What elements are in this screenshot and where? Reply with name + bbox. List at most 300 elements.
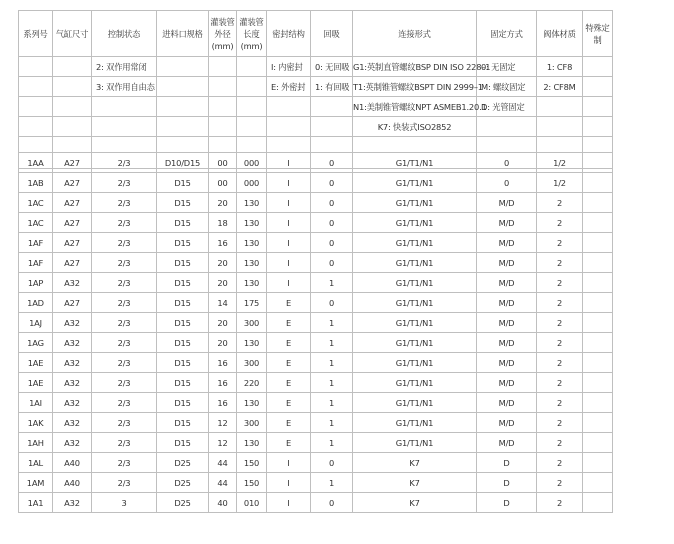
table-row [19, 433, 613, 453]
cell-material: 2 [537, 493, 583, 513]
cell-seal: I [267, 153, 311, 173]
cell-material: 2 [537, 273, 583, 293]
cell-fixing: M/D [477, 253, 537, 273]
cell-inlet: D15 [157, 213, 209, 233]
cell-fixing: M/D [477, 313, 537, 333]
legend-cell-cylinder [53, 117, 92, 137]
legend-cell-seal: E: 外密封 [267, 77, 311, 97]
spacer-cell [353, 137, 477, 153]
cell-material: 2 [537, 313, 583, 333]
cell-connection: G1/T1/N1 [353, 353, 477, 373]
cell-inlet: D15 [157, 433, 209, 453]
legend-cell-connection: K7: 快装式ISO2852 [353, 117, 477, 137]
cell-fixing: M/D [477, 293, 537, 313]
legend-cell-cylinder [53, 77, 92, 97]
cell-fixing: D [477, 493, 537, 513]
cell-inlet: D15 [157, 293, 209, 313]
cell-control: 2/3 [92, 313, 157, 333]
cell-material: 2 [537, 373, 583, 393]
cell-tube-diameter: 44 [209, 453, 237, 473]
legend-cell-control: 3: 双作用自由态 [92, 77, 157, 97]
table-row [19, 393, 613, 413]
cell-suckback: 0 [311, 253, 353, 273]
cell-connection: G1/T1/N1 [353, 333, 477, 353]
cell-tube-diameter: 16 [209, 373, 237, 393]
cell-suckback: 0 [311, 233, 353, 253]
cell-cylinder: A27 [53, 153, 92, 173]
cell-tube-diameter: 40 [209, 493, 237, 513]
cell-control: 2/3 [92, 213, 157, 233]
cell-custom [583, 453, 613, 473]
cell-tube-diameter: 44 [209, 473, 237, 493]
legend-cell-series [19, 57, 53, 77]
cell-tube-length: 175 [237, 293, 267, 313]
cell-suckback: 0 [311, 293, 353, 313]
legend-cell-tube-diameter [209, 77, 237, 97]
cell-tube-length: 300 [237, 313, 267, 333]
cell-series: 1AI [19, 393, 53, 413]
cell-tube-length: 300 [237, 413, 267, 433]
cell-seal: I [267, 473, 311, 493]
cell-series: 1AG [19, 333, 53, 353]
header-cell-suckback: 回吸 [311, 11, 353, 57]
header-cell-tube-diameter: 灌装管外径(mm) [209, 11, 237, 57]
cell-control: 2/3 [92, 353, 157, 373]
cell-control: 2/3 [92, 373, 157, 393]
cell-tube-length: 000 [237, 173, 267, 193]
cell-connection: G1/T1/N1 [353, 253, 477, 273]
cell-seal: E [267, 313, 311, 333]
cell-tube-length: 150 [237, 473, 267, 493]
cell-seal: E [267, 373, 311, 393]
cell-control: 2/3 [92, 333, 157, 353]
cell-custom [583, 393, 613, 413]
cell-suckback: 1 [311, 273, 353, 293]
cell-tube-diameter: 20 [209, 193, 237, 213]
cell-seal: I [267, 253, 311, 273]
legend-cell-control [92, 97, 157, 117]
cell-cylinder: A27 [53, 193, 92, 213]
cell-suckback: 0 [311, 153, 353, 173]
table-row [19, 233, 613, 253]
cell-series: 1AJ [19, 313, 53, 333]
cell-material: 2 [537, 433, 583, 453]
cell-series: 1AK [19, 413, 53, 433]
cell-custom [583, 233, 613, 253]
cell-series: 1AF [19, 233, 53, 253]
cell-tube-diameter: 20 [209, 253, 237, 273]
legend-cell-material: 2: CF8M [537, 77, 583, 97]
cell-fixing: M/D [477, 233, 537, 253]
legend-cell-fixing: D: 光管固定 [477, 97, 537, 117]
cell-fixing: M/D [477, 393, 537, 413]
cell-seal: E [267, 333, 311, 353]
cell-tube-diameter: 12 [209, 413, 237, 433]
legend-cell-tube-length [237, 97, 267, 117]
data-table [18, 152, 613, 513]
cell-cylinder: A27 [53, 253, 92, 273]
cell-inlet: D15 [157, 193, 209, 213]
legend-cell-cylinder [53, 57, 92, 77]
cell-control: 2/3 [92, 393, 157, 413]
cell-tube-length: 130 [237, 193, 267, 213]
cell-tube-diameter: 20 [209, 273, 237, 293]
cell-tube-length: 300 [237, 353, 267, 373]
cell-fixing: D [477, 453, 537, 473]
cell-connection: G1/T1/N1 [353, 393, 477, 413]
spacer-cell [19, 137, 53, 153]
spacer-cell [157, 137, 209, 153]
cell-series: 1AM [19, 473, 53, 493]
cell-material: 1/2 [537, 173, 583, 193]
cell-inlet: D15 [157, 353, 209, 373]
header-cell-tube-length: 灌装管长度(mm) [237, 11, 267, 57]
table-row [19, 253, 613, 273]
legend-cell-inlet [157, 77, 209, 97]
cell-tube-length: 220 [237, 373, 267, 393]
cell-inlet: D25 [157, 453, 209, 473]
legend-row [19, 117, 613, 137]
cell-seal: I [267, 273, 311, 293]
cell-fixing: 0 [477, 153, 537, 173]
cell-inlet: D15 [157, 393, 209, 413]
cell-series: 1AE [19, 373, 53, 393]
spacer-row [19, 137, 613, 153]
spacer-cell [477, 137, 537, 153]
cell-tube-diameter: 14 [209, 293, 237, 313]
cell-material: 2 [537, 353, 583, 373]
cell-tube-diameter: 16 [209, 353, 237, 373]
cell-series: 1AE [19, 353, 53, 373]
legend-cell-control [92, 117, 157, 137]
cell-inlet: D15 [157, 173, 209, 193]
cell-control: 2/3 [92, 173, 157, 193]
table-row [19, 173, 613, 193]
cell-inlet: D15 [157, 333, 209, 353]
cell-custom [583, 213, 613, 233]
legend-cell-fixing: M: 螺纹固定 [477, 77, 537, 97]
cell-series: 1AH [19, 433, 53, 453]
table-row [19, 213, 613, 233]
legend-cell-tube-diameter [209, 57, 237, 77]
cell-seal: E [267, 433, 311, 453]
cell-cylinder: A27 [53, 293, 92, 313]
table-row [19, 473, 613, 493]
cell-inlet: D15 [157, 413, 209, 433]
cell-tube-diameter: 20 [209, 313, 237, 333]
cell-cylinder: A40 [53, 473, 92, 493]
cell-material: 1/2 [537, 153, 583, 173]
legend-row [19, 97, 613, 117]
cell-tube-length: 000 [237, 153, 267, 173]
cell-inlet: D25 [157, 473, 209, 493]
cell-connection: G1/T1/N1 [353, 413, 477, 433]
cell-custom [583, 253, 613, 273]
cell-suckback: 1 [311, 433, 353, 453]
legend-cell-material [537, 97, 583, 117]
cell-seal: E [267, 293, 311, 313]
cell-fixing: M/D [477, 213, 537, 233]
cell-series: 1AP [19, 273, 53, 293]
cell-suckback: 1 [311, 373, 353, 393]
cell-material: 2 [537, 293, 583, 313]
cell-control: 2/3 [92, 433, 157, 453]
cell-inlet: D10/D15 [157, 153, 209, 173]
cell-tube-diameter: 16 [209, 233, 237, 253]
cell-tube-length: 130 [237, 273, 267, 293]
cell-custom [583, 473, 613, 493]
legend-cell-custom [583, 97, 613, 117]
cell-material: 2 [537, 193, 583, 213]
cell-fixing: M/D [477, 433, 537, 453]
legend-row [19, 57, 613, 77]
legend-cell-custom [583, 117, 613, 137]
cell-connection: G1/T1/N1 [353, 313, 477, 333]
cell-fixing: M/D [477, 413, 537, 433]
cell-suckback: 0 [311, 493, 353, 513]
table-row [19, 273, 613, 293]
cell-cylinder: A32 [53, 413, 92, 433]
legend-cell-inlet [157, 57, 209, 77]
cell-seal: I [267, 233, 311, 253]
cell-custom [583, 153, 613, 173]
cell-tube-diameter: 00 [209, 153, 237, 173]
cell-control: 2/3 [92, 233, 157, 253]
legend-cell-custom [583, 57, 613, 77]
legend-cell-tube-length [237, 57, 267, 77]
cell-material: 2 [537, 473, 583, 493]
header-cell-inlet: 进料口规格 [157, 11, 209, 57]
cell-custom [583, 333, 613, 353]
header-cell-material: 阀体材质 [537, 11, 583, 57]
cell-seal: E [267, 393, 311, 413]
table-row [19, 333, 613, 353]
spacer-cell [209, 137, 237, 153]
table-row [19, 413, 613, 433]
cell-cylinder: A40 [53, 453, 92, 473]
spacer-cell [583, 137, 613, 153]
legend-cell-tube-length [237, 117, 267, 137]
cell-inlet: D15 [157, 313, 209, 333]
cell-cylinder: A27 [53, 213, 92, 233]
cell-custom [583, 193, 613, 213]
cell-connection: G1/T1/N1 [353, 193, 477, 213]
cell-tube-length: 130 [237, 253, 267, 273]
legend-cell-seal: I: 内密封 [267, 57, 311, 77]
spacer-cell [267, 137, 311, 153]
cell-series: 1AC [19, 193, 53, 213]
legend-cell-material [537, 117, 583, 137]
cell-custom [583, 313, 613, 333]
legend-cell-connection: G1:英制直管螺纹BSP DIN ISO 228–1 [353, 57, 477, 77]
cell-seal: I [267, 173, 311, 193]
cell-series: 1AL [19, 453, 53, 473]
cell-cylinder: A32 [53, 313, 92, 333]
cell-connection: G1/T1/N1 [353, 173, 477, 193]
legend-row [19, 77, 613, 97]
cell-tube-length: 010 [237, 493, 267, 513]
cell-custom [583, 433, 613, 453]
cell-suckback: 0 [311, 213, 353, 233]
cell-series: 1AA [19, 153, 53, 173]
cell-material: 2 [537, 393, 583, 413]
legend-cell-fixing [477, 117, 537, 137]
header-row [19, 11, 613, 57]
legend-cell-seal [267, 97, 311, 117]
cell-seal: E [267, 413, 311, 433]
table-row [19, 373, 613, 393]
cell-inlet: D15 [157, 233, 209, 253]
legend-cell-suckback: 1: 有回吸 [311, 77, 353, 97]
cell-connection: G1/T1/N1 [353, 273, 477, 293]
header-cell-fixing: 固定方式 [477, 11, 537, 57]
cell-cylinder: A32 [53, 353, 92, 373]
legend-cell-control: 2: 双作用常闭 [92, 57, 157, 77]
cell-cylinder: A32 [53, 433, 92, 453]
cell-connection: K7 [353, 453, 477, 473]
cell-cylinder: A32 [53, 273, 92, 293]
cell-fixing: M/D [477, 333, 537, 353]
legend-cell-series [19, 117, 53, 137]
cell-custom [583, 353, 613, 373]
cell-custom [583, 373, 613, 393]
cell-suckback: 1 [311, 313, 353, 333]
legend-cell-series [19, 97, 53, 117]
spacer-cell [237, 137, 267, 153]
cell-control: 3 [92, 493, 157, 513]
cell-control: 2/3 [92, 273, 157, 293]
cell-connection: K7 [353, 493, 477, 513]
cell-series: 1AB [19, 173, 53, 193]
header-cell-cylinder: 气缸尺寸 [53, 11, 92, 57]
cell-inlet: D15 [157, 373, 209, 393]
table-row [19, 293, 613, 313]
cell-connection: G1/T1/N1 [353, 213, 477, 233]
cell-fixing: D [477, 473, 537, 493]
cell-series: 1A1 [19, 493, 53, 513]
cell-cylinder: A32 [53, 333, 92, 353]
header-cell-control: 控制状态 [92, 11, 157, 57]
cell-tube-length: 130 [237, 433, 267, 453]
spacer-cell [53, 137, 92, 153]
legend-cell-seal [267, 117, 311, 137]
cell-inlet: D15 [157, 253, 209, 273]
cell-control: 2/3 [92, 253, 157, 273]
cell-tube-length: 130 [237, 333, 267, 353]
cell-inlet: D25 [157, 493, 209, 513]
legend-cell-cylinder [53, 97, 92, 117]
cell-connection: G1/T1/N1 [353, 433, 477, 453]
cell-control: 2/3 [92, 153, 157, 173]
legend-cell-suckback [311, 97, 353, 117]
table-row [19, 313, 613, 333]
cell-suckback: 1 [311, 473, 353, 493]
legend-cell-tube-length [237, 77, 267, 97]
cell-material: 2 [537, 333, 583, 353]
legend-cell-inlet [157, 97, 209, 117]
cell-tube-diameter: 12 [209, 433, 237, 453]
legend-cell-tube-diameter [209, 97, 237, 117]
cell-seal: I [267, 213, 311, 233]
cell-connection: G1/T1/N1 [353, 233, 477, 253]
cell-suckback: 1 [311, 413, 353, 433]
cell-fixing: M/D [477, 193, 537, 213]
cell-connection: G1/T1/N1 [353, 373, 477, 393]
legend-cell-material: 1: CF8 [537, 57, 583, 77]
cell-series: 1AD [19, 293, 53, 313]
cell-cylinder: A32 [53, 373, 92, 393]
cell-suckback: 1 [311, 393, 353, 413]
cell-fixing: M/D [477, 273, 537, 293]
cell-connection: G1/T1/N1 [353, 293, 477, 313]
cell-inlet: D15 [157, 273, 209, 293]
cell-cylinder: A32 [53, 493, 92, 513]
cell-cylinder: A27 [53, 173, 92, 193]
cell-cylinder: A27 [53, 233, 92, 253]
cell-cylinder: A32 [53, 393, 92, 413]
legend-cell-custom [583, 77, 613, 97]
legend-cell-tube-diameter [209, 117, 237, 137]
table-row [19, 353, 613, 373]
cell-seal: E [267, 353, 311, 373]
cell-suckback: 0 [311, 453, 353, 473]
cell-seal: I [267, 193, 311, 213]
cell-tube-diameter: 16 [209, 393, 237, 413]
legend-cell-suckback: 0: 无回吸 [311, 57, 353, 77]
cell-material: 2 [537, 453, 583, 473]
header-cell-series: 系列号 [19, 11, 53, 57]
cell-suckback: 1 [311, 333, 353, 353]
cell-tube-length: 130 [237, 233, 267, 253]
cell-control: 2/3 [92, 413, 157, 433]
legend-cell-connection: N1:美制锥管螺纹NPT ASMEB1.20.1 [353, 97, 477, 117]
cell-material: 2 [537, 253, 583, 273]
cell-seal: I [267, 453, 311, 473]
cell-material: 2 [537, 413, 583, 433]
cell-custom [583, 173, 613, 193]
cell-control: 2/3 [92, 473, 157, 493]
cell-material: 2 [537, 213, 583, 233]
cell-suckback: 1 [311, 353, 353, 373]
cell-material: 2 [537, 233, 583, 253]
cell-custom [583, 413, 613, 433]
spacer-cell [92, 137, 157, 153]
legend-cell-connection: T1:英制锥管螺纹BSPT DIN 2999–1 [353, 77, 477, 97]
cell-tube-diameter: 00 [209, 173, 237, 193]
spacer-cell [537, 137, 583, 153]
cell-custom [583, 293, 613, 313]
cell-suckback: 0 [311, 173, 353, 193]
cell-tube-length: 130 [237, 393, 267, 413]
cell-tube-length: 150 [237, 453, 267, 473]
cell-fixing: 0 [477, 173, 537, 193]
cell-custom [583, 273, 613, 293]
cell-control: 2/3 [92, 293, 157, 313]
cell-control: 2/3 [92, 193, 157, 213]
cell-custom [583, 493, 613, 513]
cell-fixing: M/D [477, 353, 537, 373]
cell-fixing: M/D [477, 373, 537, 393]
table-row [19, 193, 613, 213]
legend-cell-series [19, 77, 53, 97]
table-row [19, 453, 613, 473]
cell-tube-length: 130 [237, 213, 267, 233]
cell-tube-diameter: 18 [209, 213, 237, 233]
cell-series: 1AF [19, 253, 53, 273]
cell-connection: G1/T1/N1 [353, 153, 477, 173]
legend-cell-suckback [311, 117, 353, 137]
legend-cell-fixing: 0: 无固定 [477, 57, 537, 77]
